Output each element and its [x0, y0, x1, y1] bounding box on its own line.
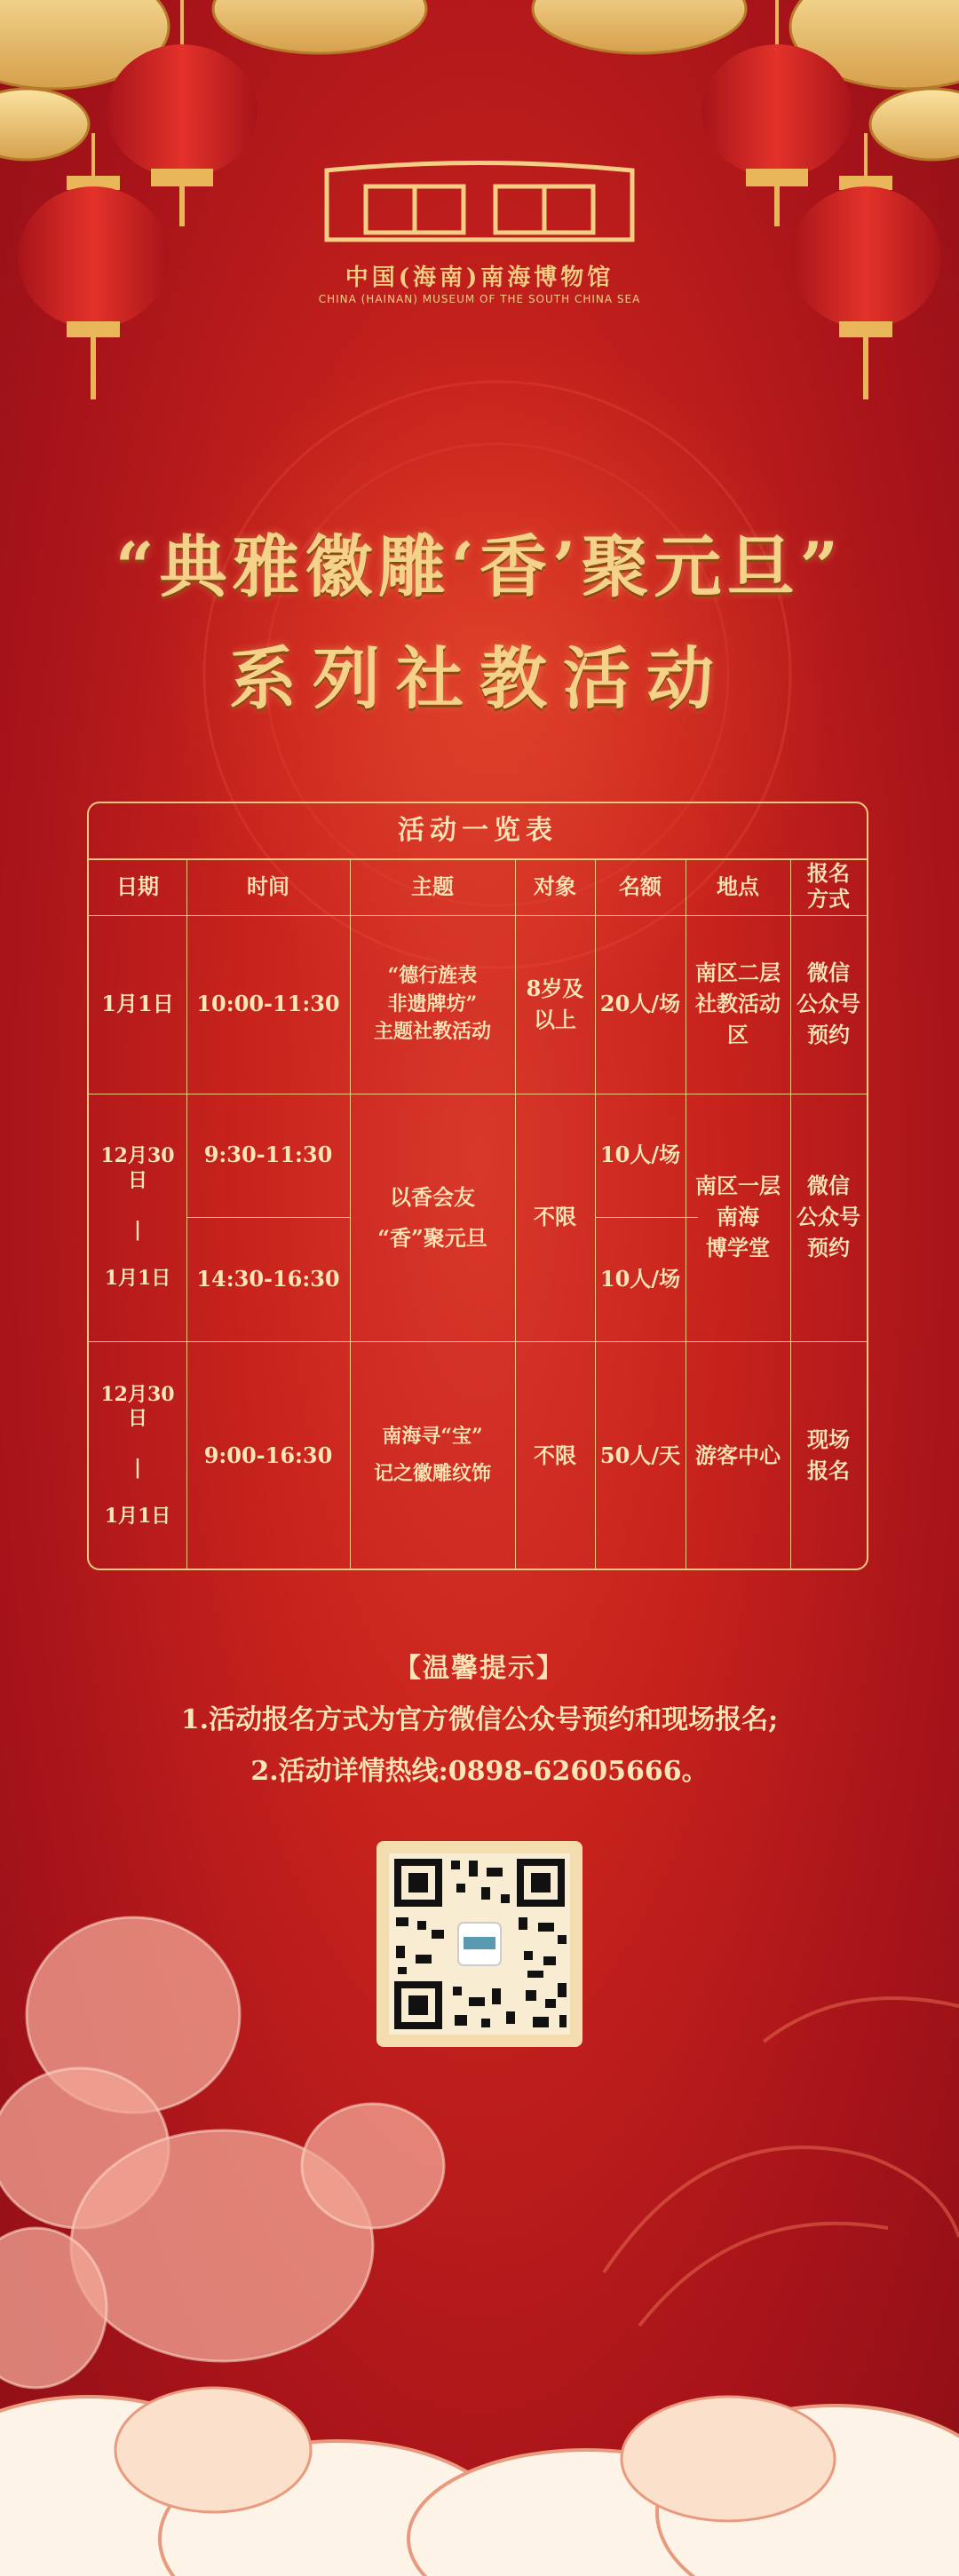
tips-line-1: 1.活动报名方式为官方微信公众号预约和现场报名;	[180, 1704, 779, 1735]
main-title: “典雅徽雕‘香’聚元旦”	[115, 527, 844, 606]
row1-theme: “德行旌表 非遗牌坊” 主题社教活动	[373, 963, 491, 1044]
row2-audience: 不限	[534, 1204, 576, 1230]
wechat-qr-code[interactable]	[376, 1841, 583, 2047]
row2-location: 南区一层 南海 博学堂	[695, 1173, 781, 1260]
row3-audience: 不限	[534, 1442, 576, 1468]
table-title: 活动一览表	[89, 803, 867, 860]
row3-theme: 南海寻“宝” 记之徽雕纹饰	[373, 1425, 491, 1485]
row2-time-a: 9:30-11:30	[203, 1142, 333, 1168]
row1-location: 南区二层 社教活动 区	[695, 960, 781, 1047]
row2-time-b: 14:30-16:30	[196, 1265, 340, 1292]
row2-signup: 微信 公众号 预约	[797, 1173, 860, 1260]
qr-code-icon	[376, 1841, 583, 2047]
row3-location: 游客中心	[695, 1442, 781, 1468]
row1-time: 10:00-11:30	[196, 991, 340, 1017]
header-quota: 名额	[619, 873, 662, 899]
row2-quota-a: 10人/场	[599, 1142, 681, 1168]
row3-date: 12月30日 | 1月1日	[100, 1382, 175, 1528]
row3-time: 9:00-16:30	[203, 1442, 333, 1468]
header-theme: 主题	[411, 873, 454, 899]
row1-quota: 20人/场	[599, 991, 681, 1017]
row2-quota-b: 10人/场	[599, 1265, 681, 1292]
header-time: 时间	[247, 873, 289, 899]
header-location: 地点	[717, 873, 759, 899]
row3-quota: 50人/天	[599, 1442, 681, 1468]
tips-line-2: 2.活动详情热线:0898-62605666。	[250, 1756, 709, 1787]
row1-date: 1月1日	[101, 991, 174, 1017]
header-audience: 对象	[534, 873, 576, 899]
row1-audience: 8岁及 以上	[526, 975, 584, 1032]
row1-signup: 微信 公众号 预约	[797, 960, 860, 1047]
row2-theme: 以香会友 “香”聚元旦	[377, 1183, 487, 1251]
row3-signup: 现场 报名	[807, 1426, 850, 1483]
museum-logo-icon	[327, 163, 632, 241]
museum-name-en: CHINA (HAINAN) MUSEUM OF THE SOUTH CHINA SEA	[318, 293, 641, 305]
header-signup: 报名 方式	[807, 860, 850, 912]
tips-title: 【温馨提示】	[394, 1653, 565, 1684]
row2-date: 12月30日 | 1月1日	[100, 1144, 175, 1290]
header-date: 日期	[116, 873, 159, 899]
museum-name-cn: 中国(海南)南海博物馆	[345, 265, 614, 291]
activity-table	[87, 802, 868, 1570]
sub-title: 系列社教活动	[229, 639, 730, 718]
